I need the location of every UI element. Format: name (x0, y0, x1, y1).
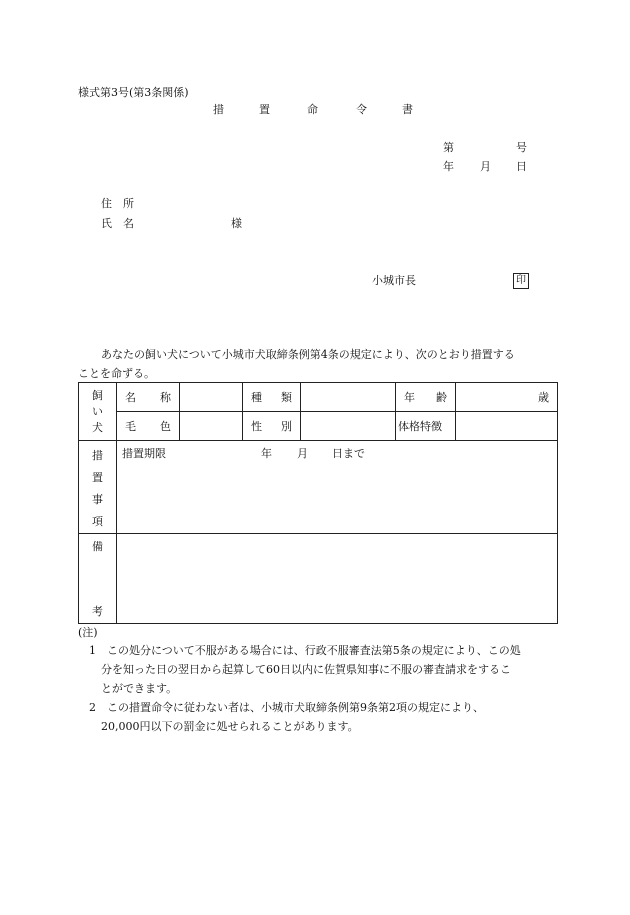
doc-number-prefix: 第 (443, 141, 454, 154)
honorific: 様 (231, 217, 242, 230)
document-title (213, 103, 413, 117)
note-1-number: 1 (89, 644, 96, 657)
dog-name-label-cell (117, 383, 180, 412)
dog-name-field[interactable] (180, 383, 243, 412)
dog-age-field[interactable] (456, 383, 558, 412)
dog-color-label: 毛 (125, 420, 136, 433)
remarks-header-bottom: 考 (92, 605, 103, 618)
dog-name-label: 称 (160, 391, 171, 404)
note-2-line2: 20,000円以下の罰金に処せられることがあります。 (101, 720, 359, 733)
notes-heading: (注) (78, 626, 98, 639)
dog-type-label: 類 (281, 391, 292, 404)
dog-header-char: 飼 (92, 388, 103, 402)
dog-color-label: 色 (160, 420, 171, 433)
dog-sex-field[interactable] (301, 412, 396, 441)
measures-header-char: 事 (92, 493, 103, 506)
seal-mark: 印 (513, 273, 529, 289)
note-1-line3: とができます。 (101, 682, 178, 695)
title-char: 命 (307, 103, 318, 116)
measures-header-char: 措 (92, 449, 103, 462)
dog-age-label: 年 (404, 391, 415, 404)
note-2-line1: この措置命令に従わない者は、小城市犬取締条例第9条第2項の規定により、 (107, 701, 484, 714)
measures-header (79, 441, 117, 534)
title-char: 措 (213, 103, 224, 116)
note-1-line2: 分を知った日の翌日から起算して60日以内に佐賀県知事に不服の審査請求をするこ (101, 663, 511, 676)
remarks-header (79, 534, 117, 624)
dog-features-field[interactable] (456, 412, 558, 441)
title-char: 令 (356, 103, 367, 116)
dog-sex-label: 別 (281, 420, 292, 433)
dog-type-label: 種 (251, 391, 262, 404)
dog-header-char: 犬 (92, 420, 103, 434)
period-year: 年 (261, 447, 272, 460)
dog-type-field[interactable] (301, 383, 396, 412)
dog-features-label-cell (396, 412, 456, 441)
dog-sex-label: 性 (251, 420, 262, 433)
form-number: 様式第3号(第3条関係) (78, 86, 189, 99)
doc-number-suffix: 号 (516, 141, 527, 154)
date-month: 月 (480, 160, 491, 173)
age-unit: 歳 (538, 391, 549, 404)
dog-features-label: 体格特徴 (398, 420, 442, 433)
measures-header-char: 項 (92, 515, 103, 528)
note-2-number: 2 (89, 701, 96, 714)
body-text-line1: あなたの飼い犬について小城市犬取締条例第4条の規定により、次のとおり措置する (101, 348, 515, 361)
dog-color-label-cell (117, 412, 180, 441)
remarks-field[interactable] (117, 534, 558, 624)
dog-header-char: い (92, 404, 103, 418)
dog-age-label: 齢 (436, 391, 447, 404)
dog-name-label: 名 (125, 391, 136, 404)
dog-color-field[interactable] (180, 412, 243, 441)
address-label: 住 所 (101, 197, 134, 210)
dog-header (79, 383, 117, 441)
period-until: 日まで (332, 447, 365, 460)
measures-header-char: 置 (92, 471, 103, 484)
title-char: 書 (402, 103, 413, 116)
body-text-line2: ことを命ずる。 (78, 367, 155, 380)
date-day: 日 (516, 160, 527, 173)
note-1-line1: この処分について不服がある場合には、行政不服審査法第5条の規定により、この処 (107, 644, 521, 657)
dog-age-label-cell (396, 383, 456, 412)
issuer-title: 小城市長 (372, 274, 416, 287)
title-char: 置 (259, 103, 270, 116)
dog-type-label-cell (243, 383, 301, 412)
date-year: 年 (443, 160, 454, 173)
order-table (78, 382, 558, 624)
period-month: 月 (297, 447, 308, 460)
dog-sex-label-cell (243, 412, 301, 441)
measures-field[interactable] (117, 441, 558, 534)
period-label: 措置期限 (122, 447, 166, 460)
remarks-header-top: 備 (92, 540, 103, 553)
name-label: 氏 名 (101, 217, 134, 230)
